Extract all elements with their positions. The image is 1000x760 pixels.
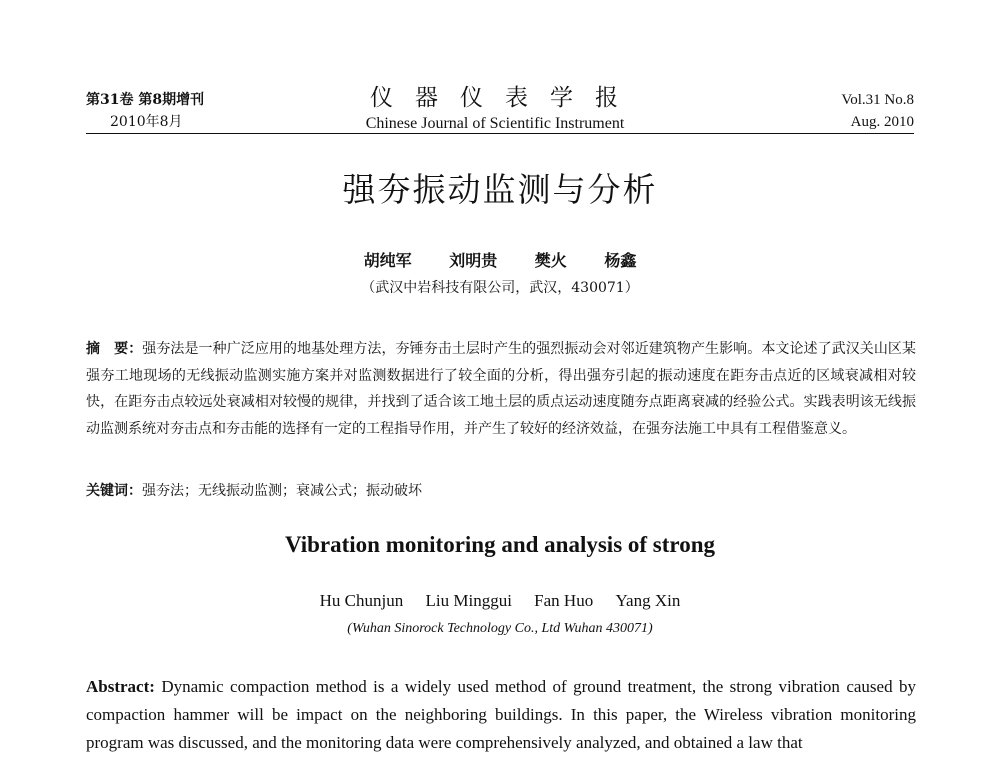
- journal-title: [330, 84, 660, 134]
- affiliation-cn: （武汉中岩科技有限公司，武汉，430071）: [361, 280, 639, 296]
- abstract-text-cn: 强夯法是一种广泛应用的地基处理方法，夯锤夯击土层时产生的强烈振动会对邻近建筑物产生影响。本文论述了武汉关山区某强夯工地现场的无线振动监测实施方案并对监测数据进行了较全面的分析，得出强夯引起的振动速度在距夯击点近的区域衰减相对较快，在距夯击点较远处衰减相对较慢的规律，并找到了适合该工地土层的质点运动速度随夯点距离衰减的经验公式。实践表明该无线振动监测系统对夯击点和夯击能的选择有一定的工程指导作用，并产生了较好的经济效益，在强夯法施工中具有工程借鉴意义。: [86, 341, 917, 437]
- volume-issue-en: Vol.31 No.8: [841, 92, 914, 108]
- article-title-cn: 强夯振动监测与分析: [342, 170, 658, 209]
- date-cn: 2010年8月: [110, 114, 183, 130]
- header-right: [841, 89, 914, 133]
- abstract-label-cn: 摘 要：: [86, 341, 143, 357]
- journal-title-en: Chinese Journal of Scientific Instrument: [365, 115, 625, 132]
- header-left: [86, 89, 204, 133]
- affiliation-en: (Wuhan Sinorock Technology Co., Ltd Wuhan 430071): [347, 621, 653, 636]
- abstract-cn: [86, 336, 916, 442]
- volume-issue-cn: 第31卷 第8期增刊: [86, 92, 205, 108]
- author-en: Yang Xin: [615, 591, 681, 610]
- article-title-en: Vibration monitoring and analysis of strong: [284, 532, 716, 557]
- authors-en: [0, 591, 1000, 611]
- author-en: Liu Minggui: [425, 591, 512, 610]
- abstract-en: [86, 673, 916, 757]
- keywords-label-cn: 关键词：: [86, 483, 142, 499]
- author-cn: 樊火: [534, 251, 567, 270]
- keywords-cn: [86, 480, 916, 502]
- header-divider: [86, 133, 914, 134]
- author-cn: 杨鑫: [604, 251, 637, 270]
- author-en: Hu Chunjun: [319, 591, 404, 610]
- author-cn: 刘明贵: [449, 251, 498, 270]
- author-cn: 胡纯军: [363, 251, 412, 270]
- author-en: Fan Huo: [534, 591, 594, 610]
- keywords-text-cn: 强夯法；无线振动监测；衰减公式；振动破坏: [142, 483, 422, 499]
- date-en: Aug. 2010: [850, 114, 914, 130]
- authors-cn: [0, 248, 1000, 271]
- abstract-text-en: Dynamic compaction method is a widely used method of ground treatment, the strong vibration caused by compaction hammer will be impact on the neighboring buildings. In this paper, the Wireless vibration monitoring program was discussed, and the monitoring data were comprehensively analyzed, and obtained a law that: [86, 677, 916, 752]
- journal-title-cn: 仪器仪表学报: [370, 85, 640, 111]
- abstract-label-en: Abstract:: [86, 677, 155, 696]
